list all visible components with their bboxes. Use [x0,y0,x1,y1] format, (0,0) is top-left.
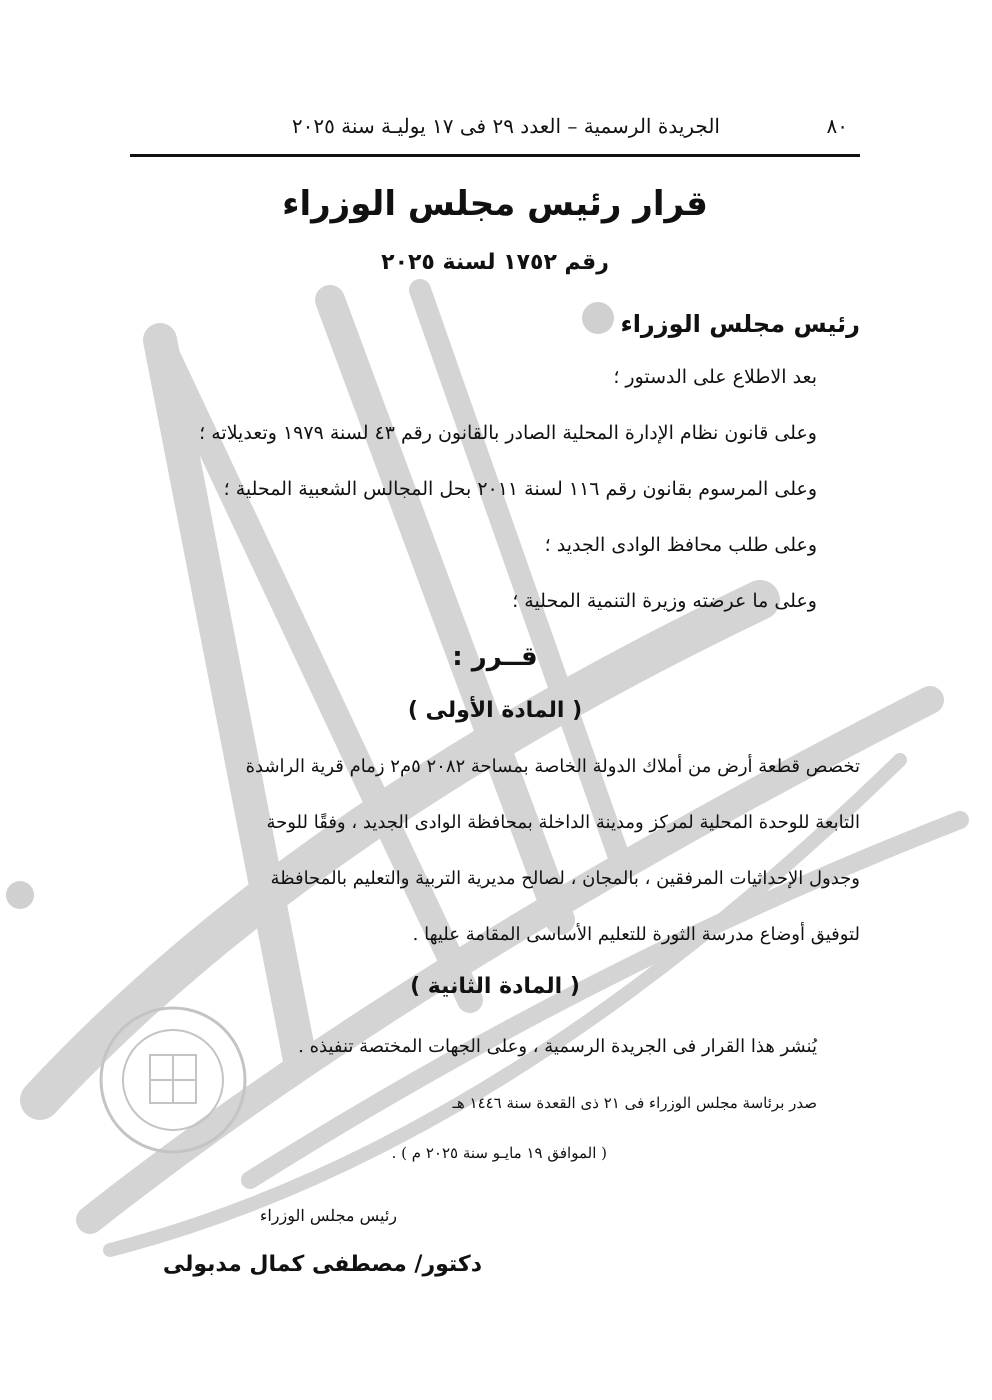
article-1-heading: ( المادة الأولى ) [407,698,583,723]
signer-title: رئيس مجلس الوزراء [259,1206,397,1225]
decided-heading: قــرر : [452,642,538,672]
decree-title: قرار رئيس مجلس الوزراء [282,184,708,224]
decree-authority: رئيس مجلس الوزراء [620,310,860,338]
article-2-text: يُنشر هذا القرار فى الجريدة الرسمية ، وعلى الجهات المختصة تنفيذه . [298,1036,817,1057]
decree-number: رقم ١٧٥٢ لسنة ٢٠٢٥ [381,250,609,275]
issued-date-line: ( الموافق ١٩ مايـو سنة ٢٠٢٥ م ) . [391,1144,607,1162]
article-1-line: وجدول الإحداثيات المرفقين ، بالمجان ، لصالح مديرية التربية والتعليم بالمحافظة [270,868,860,889]
article-1-line: لتوفيق أوضاع مدرسة الثورة للتعليم الأساسى المقامة عليها . [412,924,860,945]
article-1-line: تخصص قطعة أرض من أملاك الدولة الخاصة بمساحة ٢٠٨٢ ٥م٢ زمام قرية الراشدة [245,756,860,777]
preamble-line: وعلى قانون نظام الإدارة المحلية الصادر بالقانون رقم ٤٣ لسنة ١٩٧٩ وتعديلاته ؛ [199,422,817,444]
header-rule [130,154,860,157]
preamble-line: وعلى ما عرضته وزيرة التنمية المحلية ؛ [512,590,817,612]
article-1-line: التابعة للوحدة المحلية لمركز ومدينة الداخلة بمحافظة الوادى الجديد ، وفقًا للوحة [266,812,860,833]
article-2-heading: ( المادة الثانية ) [410,974,580,999]
preamble-line: وعلى طلب محافظ الوادى الجديد ؛ [544,534,817,556]
signer-name: دكتور/ مصطفى كمال مدبولى [162,1252,482,1277]
issued-line: صدر برئاسة مجلس الوزراء فى ٢١ ذى القعدة سنة ١٤٤٦ هـ [452,1094,817,1112]
page-number: ٨٠ [826,114,848,138]
preamble-line: بعد الاطلاع على الدستور ؛ [613,366,817,388]
header-text: الجريدة الرسمية – العدد ٢٩ فى ١٧ يوليـة سنة ٢٠٢٥ [291,114,720,138]
preamble-line: وعلى المرسوم بقانون رقم ١١٦ لسنة ٢٠١١ بحل المجالس الشعبية المحلية ؛ [223,478,817,500]
running-header [130,112,860,146]
